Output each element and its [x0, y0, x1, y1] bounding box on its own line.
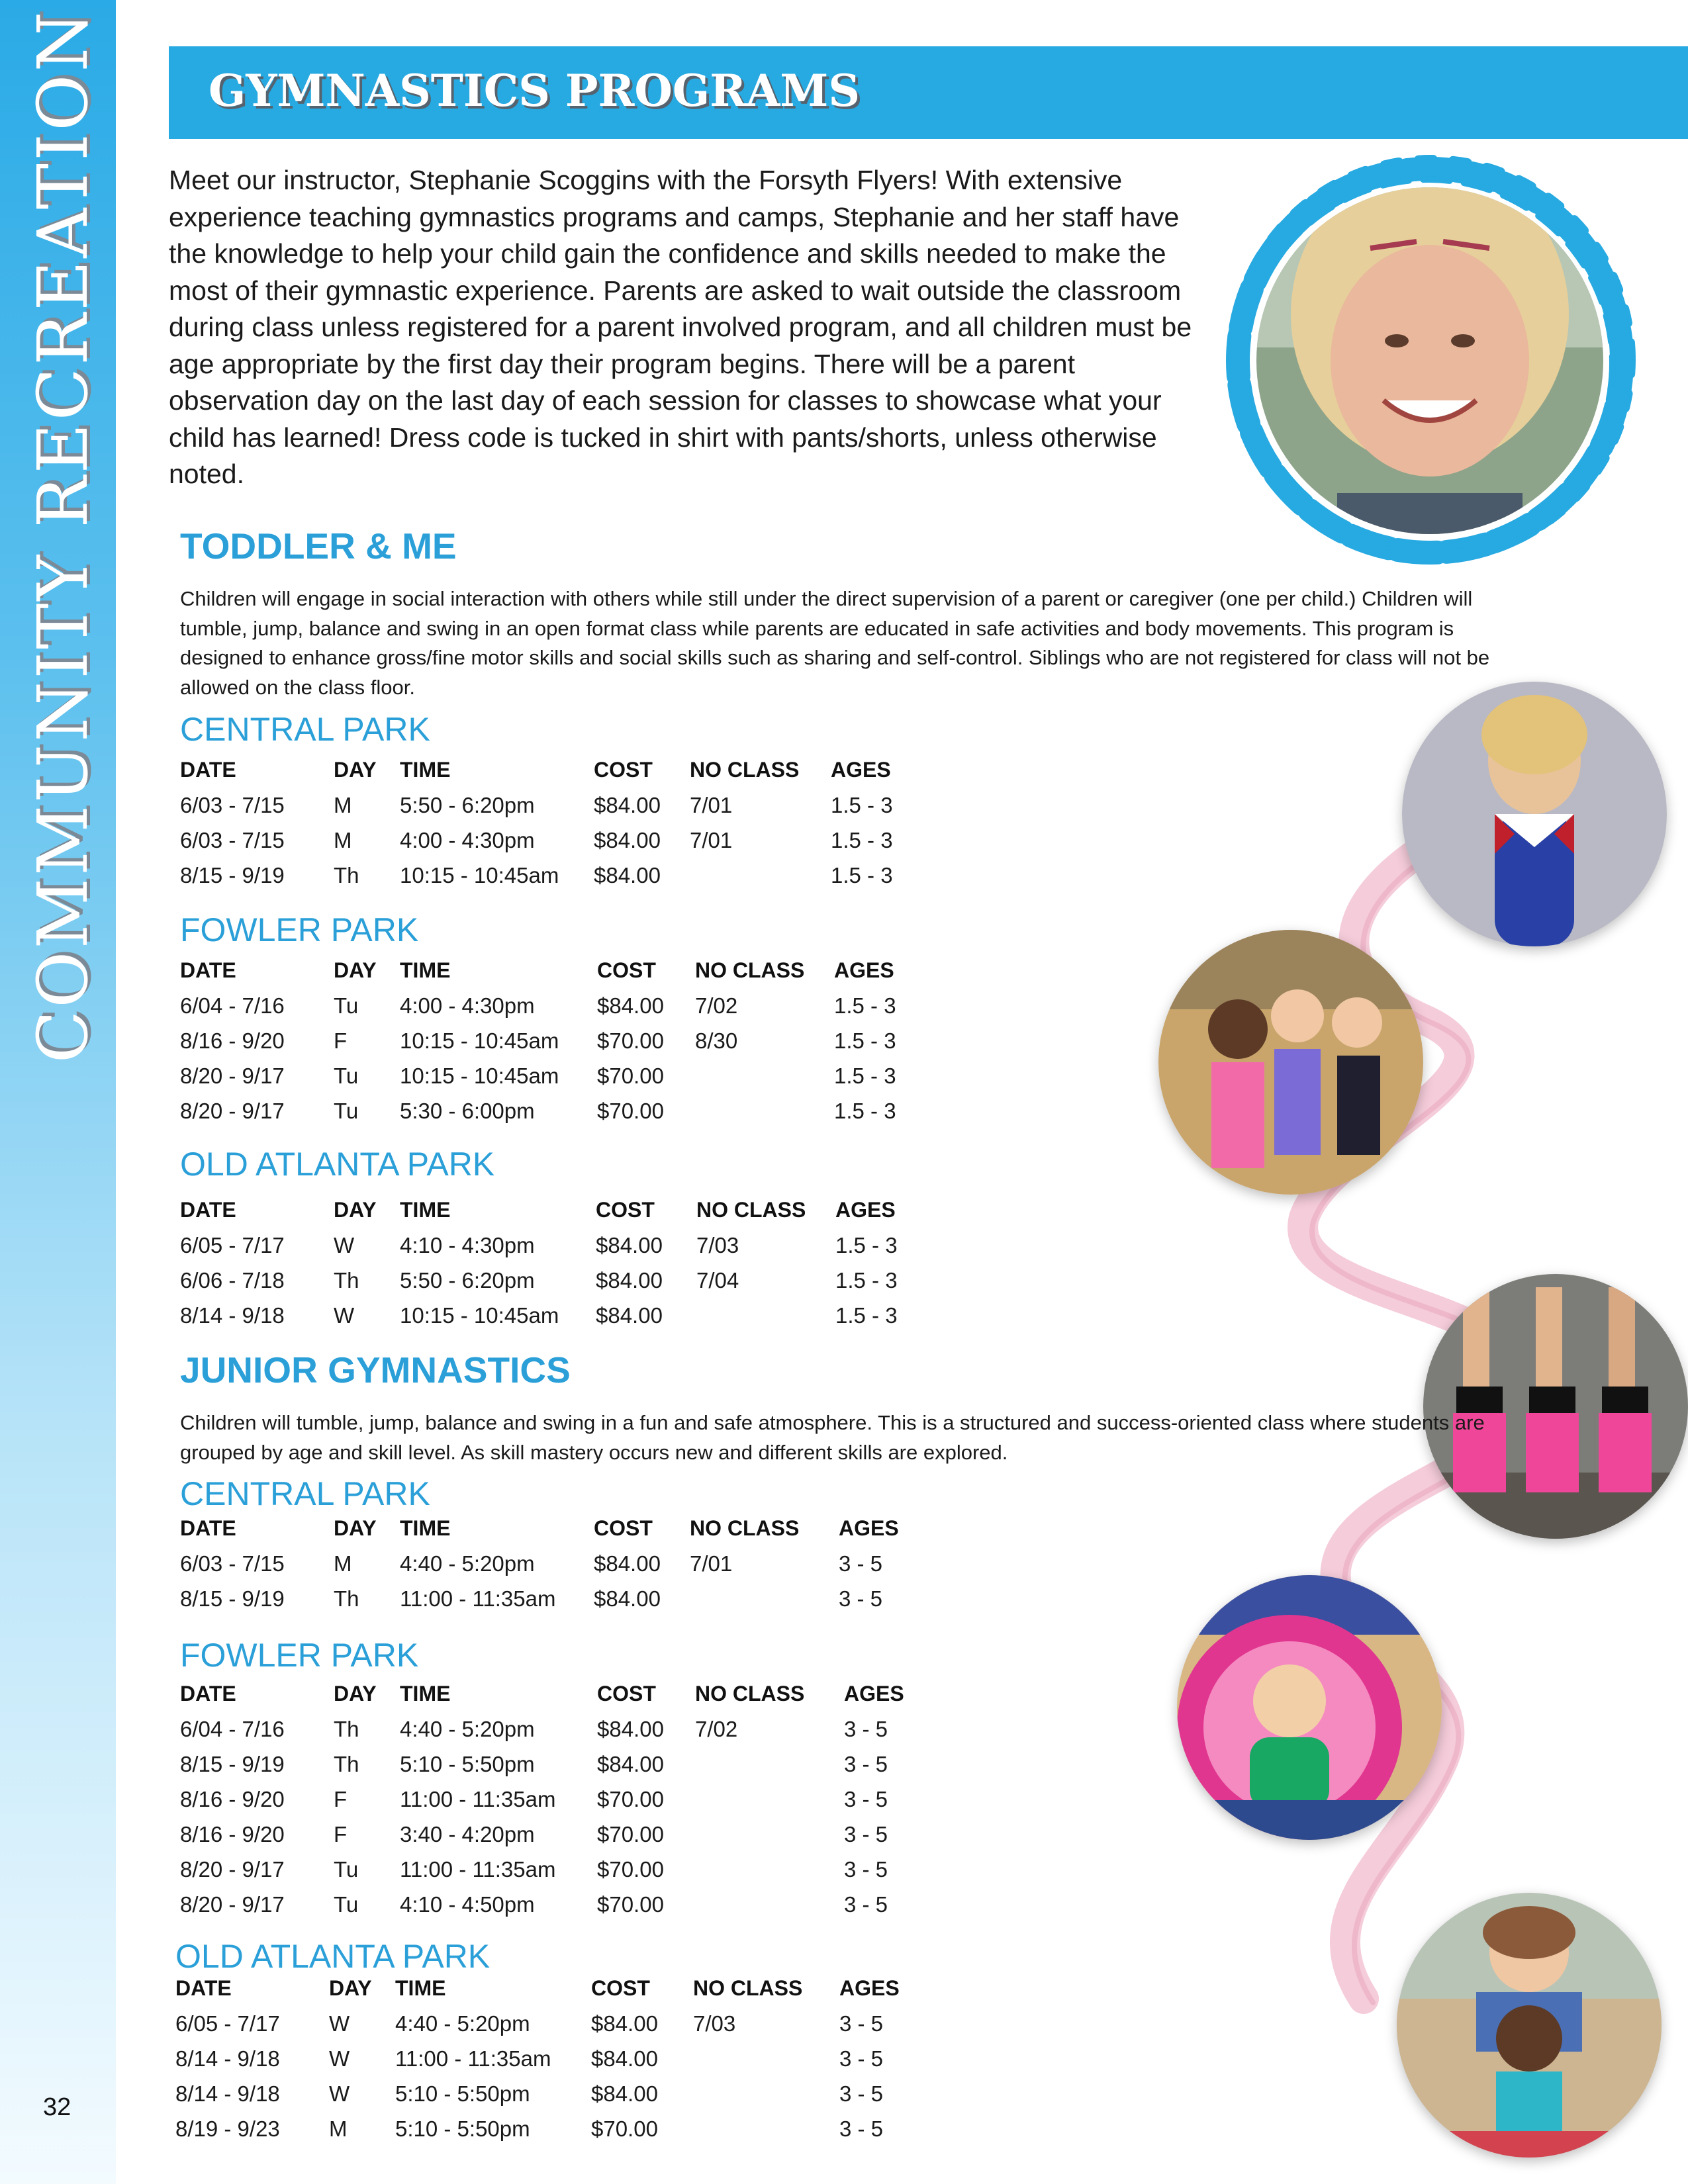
- column-header-no-class: NO CLASS: [690, 1516, 800, 1540]
- cell-time: 10:15 - 10:45am: [400, 863, 559, 887]
- cell-ages: 3 - 5: [844, 1857, 888, 1882]
- cell-time: 11:00 - 11:35am: [400, 1857, 556, 1882]
- cell-cost: $84.00: [594, 863, 661, 887]
- cell-time: 5:10 - 5:50pm: [400, 1752, 535, 1776]
- cell-date: 8/20 - 9/17: [180, 1064, 285, 1088]
- cell-day: M: [334, 793, 352, 817]
- cell-cost: $70.00: [591, 2116, 658, 2141]
- cell-time: 10:15 - 10:45am: [400, 1303, 559, 1328]
- column-header-ages: AGES: [839, 1516, 899, 1540]
- cell-date: 6/03 - 7/15: [180, 1551, 285, 1576]
- cell-no-class: 7/02: [695, 993, 738, 1018]
- column-header-day: DAY: [334, 958, 377, 982]
- column-header-ages: AGES: [839, 1976, 900, 2000]
- cell-cost: $84.00: [591, 2081, 658, 2106]
- cell-cost: $84.00: [597, 993, 664, 1018]
- cell-ages: 3 - 5: [839, 2081, 884, 2106]
- column-header-date: DATE: [175, 1976, 232, 2000]
- cell-time: 11:00 - 11:35am: [395, 2046, 551, 2071]
- cell-time: 3:40 - 4:20pm: [400, 1822, 535, 1846]
- column-header-day: DAY: [329, 1976, 372, 2000]
- cell-cost: $84.00: [594, 828, 661, 852]
- cell-date: 8/15 - 9/19: [180, 1752, 285, 1776]
- park-title-central-park: CENTRAL PARK: [180, 711, 430, 748]
- cell-time: 4:40 - 5:20pm: [400, 1551, 535, 1576]
- cell-time: 10:15 - 10:45am: [400, 1064, 559, 1088]
- cell-ages: 1.5 - 3: [835, 1233, 898, 1257]
- cell-ages: 1.5 - 3: [835, 1303, 898, 1328]
- cell-cost: $70.00: [597, 1028, 664, 1053]
- park-title-old-atlanta-park: OLD ATLANTA PARK: [180, 1146, 495, 1183]
- column-header-date: DATE: [180, 1516, 236, 1540]
- column-header-day: DAY: [334, 1516, 377, 1540]
- cell-no-class: 7/01: [690, 793, 733, 817]
- cell-ages: 3 - 5: [839, 2046, 884, 2071]
- cell-date: 6/03 - 7/15: [180, 793, 285, 817]
- section-description-junior-gymnastics: Children will tumble, jump, balance and swing in a fun and safe atmosphere. This is a structured and success-oriented class where students are grouped by age and skill level. As skill mastery occurs new and different skills are explored.: [180, 1411, 1485, 1464]
- cell-time: 10:15 - 10:45am: [400, 1028, 559, 1053]
- cell-cost: $84.00: [594, 793, 661, 817]
- cell-cost: $70.00: [597, 1822, 664, 1846]
- column-header-no-class: NO CLASS: [693, 1976, 803, 2000]
- column-header-ages: AGES: [844, 1682, 904, 1706]
- cell-day: W: [329, 2046, 350, 2071]
- column-header-day: DAY: [334, 1198, 377, 1222]
- cell-no-class: 8/30: [695, 1028, 738, 1053]
- column-header-ages: AGES: [834, 958, 894, 982]
- cell-day: F: [334, 1028, 348, 1053]
- cell-day: Th: [334, 1586, 359, 1611]
- cell-day: Tu: [334, 1892, 359, 1917]
- cell-cost: $84.00: [594, 1551, 661, 1576]
- handstands-photo: [1423, 1274, 1688, 1539]
- cell-cost: $84.00: [591, 2046, 658, 2071]
- cell-day: Th: [334, 863, 359, 887]
- cell-no-class: 7/01: [690, 828, 733, 852]
- cell-ages: 3 - 5: [839, 2011, 884, 2036]
- cell-time: 11:00 - 11:35am: [400, 1787, 556, 1811]
- column-header-date: DATE: [180, 758, 236, 782]
- section-title-junior-gymnastics: JUNIOR GYMNASTICS: [180, 1349, 571, 1390]
- cell-date: 6/06 - 7/18: [180, 1268, 285, 1293]
- cell-time: 4:00 - 4:30pm: [400, 993, 535, 1018]
- park-title-central-park: CENTRAL PARK: [180, 1475, 430, 1512]
- column-header-time: TIME: [400, 1198, 451, 1222]
- cell-cost: $84.00: [597, 1752, 664, 1776]
- cell-day: M: [334, 1551, 352, 1576]
- page-number: 32: [43, 2093, 71, 2121]
- cell-day: F: [334, 1822, 348, 1846]
- cell-date: 8/15 - 9/19: [180, 863, 285, 887]
- sidebar-title: COMMUNITY RECREATION: [23, 9, 103, 1064]
- cell-ages: 1.5 - 3: [834, 1099, 896, 1123]
- cell-date: 8/16 - 9/20: [180, 1787, 285, 1811]
- cell-day: Tu: [334, 1857, 359, 1882]
- column-header-cost: COST: [597, 958, 656, 982]
- cell-ages: 1.5 - 3: [834, 993, 896, 1018]
- column-header-no-class: NO CLASS: [695, 958, 805, 982]
- column-header-cost: COST: [594, 1516, 653, 1540]
- cell-ages: 1.5 - 3: [834, 1064, 896, 1088]
- cell-date: 8/20 - 9/17: [180, 1099, 285, 1123]
- cell-date: 8/14 - 9/18: [175, 2081, 280, 2106]
- column-header-day: DAY: [334, 1682, 377, 1706]
- cell-cost: $70.00: [597, 1099, 664, 1123]
- cell-time: 4:40 - 5:20pm: [400, 1717, 535, 1741]
- toddler-in-tunnel-photo: [1177, 1575, 1442, 1840]
- cell-cost: $70.00: [597, 1857, 664, 1882]
- cell-cost: $84.00: [594, 1586, 661, 1611]
- cell-ages: 3 - 5: [844, 1752, 888, 1776]
- cell-day: Th: [334, 1717, 359, 1741]
- cell-ages: 1.5 - 3: [835, 1268, 898, 1293]
- cell-ages: 3 - 5: [839, 2116, 884, 2141]
- park-title-old-atlanta-park: OLD ATLANTA PARK: [175, 1938, 491, 1975]
- cell-day: M: [334, 828, 352, 852]
- header-band: [169, 46, 1688, 139]
- cell-ages: 3 - 5: [839, 1586, 883, 1611]
- column-header-time: TIME: [400, 1682, 451, 1706]
- cell-time: 11:00 - 11:35am: [400, 1586, 556, 1611]
- cell-day: Tu: [334, 1099, 359, 1123]
- column-header-no-class: NO CLASS: [696, 1198, 806, 1222]
- cell-ages: 3 - 5: [844, 1892, 888, 1917]
- cell-date: 8/19 - 9/23: [175, 2116, 280, 2141]
- column-header-no-class: NO CLASS: [690, 758, 800, 782]
- cell-cost: $84.00: [596, 1233, 663, 1257]
- cell-date: 6/04 - 7/16: [180, 1717, 285, 1741]
- cell-day: W: [334, 1303, 355, 1328]
- cell-time: 4:10 - 4:50pm: [400, 1892, 535, 1917]
- cell-day: M: [329, 2116, 348, 2141]
- cell-time: 5:30 - 6:00pm: [400, 1099, 535, 1123]
- column-header-cost: COST: [596, 1198, 655, 1222]
- cell-no-class: 7/03: [693, 2011, 736, 2036]
- cell-date: 6/05 - 7/17: [175, 2011, 280, 2036]
- cell-no-class: 7/04: [696, 1268, 739, 1293]
- column-header-date: DATE: [180, 958, 236, 982]
- cell-no-class: 7/01: [690, 1551, 733, 1576]
- cell-date: 8/20 - 9/17: [180, 1857, 285, 1882]
- cell-date: 8/20 - 9/17: [180, 1892, 285, 1917]
- cell-day: Th: [334, 1752, 359, 1776]
- cell-day: Th: [334, 1268, 359, 1293]
- cell-day: W: [334, 1233, 355, 1257]
- column-header-day: DAY: [334, 758, 377, 782]
- cell-date: 8/16 - 9/20: [180, 1822, 285, 1846]
- cell-time: 4:00 - 4:30pm: [400, 828, 535, 852]
- cell-time: 5:10 - 5:50pm: [395, 2116, 530, 2141]
- column-header-cost: COST: [597, 1682, 656, 1706]
- cell-cost: $84.00: [596, 1268, 663, 1293]
- cell-ages: 3 - 5: [844, 1717, 888, 1741]
- column-header-time: TIME: [400, 758, 451, 782]
- cell-date: 6/05 - 7/17: [180, 1233, 285, 1257]
- cell-no-class: 7/02: [695, 1717, 738, 1741]
- girl-in-leotard-photo: [1402, 682, 1667, 946]
- cell-time: 5:50 - 6:20pm: [400, 793, 535, 817]
- cell-no-class: 7/03: [696, 1233, 739, 1257]
- cell-day: W: [329, 2081, 350, 2106]
- column-header-date: DATE: [180, 1682, 236, 1706]
- column-header-cost: COST: [591, 1976, 650, 2000]
- cell-cost: $84.00: [591, 2011, 658, 2036]
- cell-time: 5:50 - 6:20pm: [400, 1268, 535, 1293]
- column-header-time: TIME: [395, 1976, 446, 2000]
- cell-date: 8/14 - 9/18: [175, 2046, 280, 2071]
- column-header-time: TIME: [400, 958, 451, 982]
- three-girls-photo: [1158, 930, 1423, 1195]
- cell-ages: 3 - 5: [844, 1787, 888, 1811]
- cell-cost: $84.00: [597, 1717, 664, 1741]
- cell-cost: $70.00: [597, 1787, 664, 1811]
- cell-time: 4:40 - 5:20pm: [395, 2011, 530, 2036]
- column-header-time: TIME: [400, 1516, 451, 1540]
- cell-ages: 1.5 - 3: [831, 793, 893, 817]
- cell-date: 8/16 - 9/20: [180, 1028, 285, 1053]
- cell-day: Tu: [334, 993, 359, 1018]
- coach-with-child-photo: [1397, 1893, 1662, 2158]
- cell-date: 6/04 - 7/16: [180, 993, 285, 1018]
- cell-day: W: [329, 2011, 350, 2036]
- column-header-ages: AGES: [835, 1198, 896, 1222]
- cell-day: Tu: [334, 1064, 359, 1088]
- instructor-portrait: [1218, 149, 1642, 572]
- cell-date: 8/14 - 9/18: [180, 1303, 285, 1328]
- cell-date: 6/03 - 7/15: [180, 828, 285, 852]
- cell-ages: 1.5 - 3: [831, 828, 893, 852]
- cell-date: 8/15 - 9/19: [180, 1586, 285, 1611]
- cell-cost: $70.00: [597, 1892, 664, 1917]
- page-title: GYMNASTICS PROGRAMS: [209, 65, 861, 116]
- cell-cost: $84.00: [596, 1303, 663, 1328]
- column-header-no-class: NO CLASS: [695, 1682, 805, 1706]
- column-header-ages: AGES: [831, 758, 891, 782]
- cell-day: F: [334, 1787, 348, 1811]
- park-title-fowler-park: FOWLER PARK: [180, 1637, 419, 1674]
- column-header-cost: COST: [594, 758, 653, 782]
- column-header-date: DATE: [180, 1198, 236, 1222]
- cell-time: 4:10 - 4:30pm: [400, 1233, 535, 1257]
- cell-time: 5:10 - 5:50pm: [395, 2081, 530, 2106]
- cell-cost: $70.00: [597, 1064, 664, 1088]
- cell-ages: 1.5 - 3: [831, 863, 893, 887]
- section-title-toddler-and-me: TODDLER & ME: [180, 525, 457, 567]
- section-description-toddler-and-me: Children will engage in social interaction with others while still under the direct supervision of a parent or caregiver (one per child.) Children will tumble, jump, balance and swing in an open format class while parents are educated in safe activities and body movements. This program is designed to enhance gross/fine motor skills and social skills such as sharing and self-control. Siblings who are not registered for class will not be allowed on the class floor.: [180, 587, 1490, 699]
- park-title-fowler-park: FOWLER PARK: [180, 911, 419, 948]
- cell-ages: 3 - 5: [839, 1551, 883, 1576]
- cell-ages: 3 - 5: [844, 1822, 888, 1846]
- intro-paragraph: Meet our instructor, Stephanie Scoggins with the Forsyth Flyers! With extensive experience teaching gymnastics programs and camps, Stephanie and her staff have the knowledge to help your child gain the confidence and skills needed to make the most of their gymnastic experience. Parents are asked to wait outside the classroom during class unless registered for a parent involved program, and all children must be age appropriate by the first day their program begins. There will be a parent observation day on the last day of each session for classes to showcase what your child has learned! Dress code is tucked in shirt with pants/shorts, unless otherwise noted.: [169, 165, 1192, 489]
- cell-ages: 1.5 - 3: [834, 1028, 896, 1053]
